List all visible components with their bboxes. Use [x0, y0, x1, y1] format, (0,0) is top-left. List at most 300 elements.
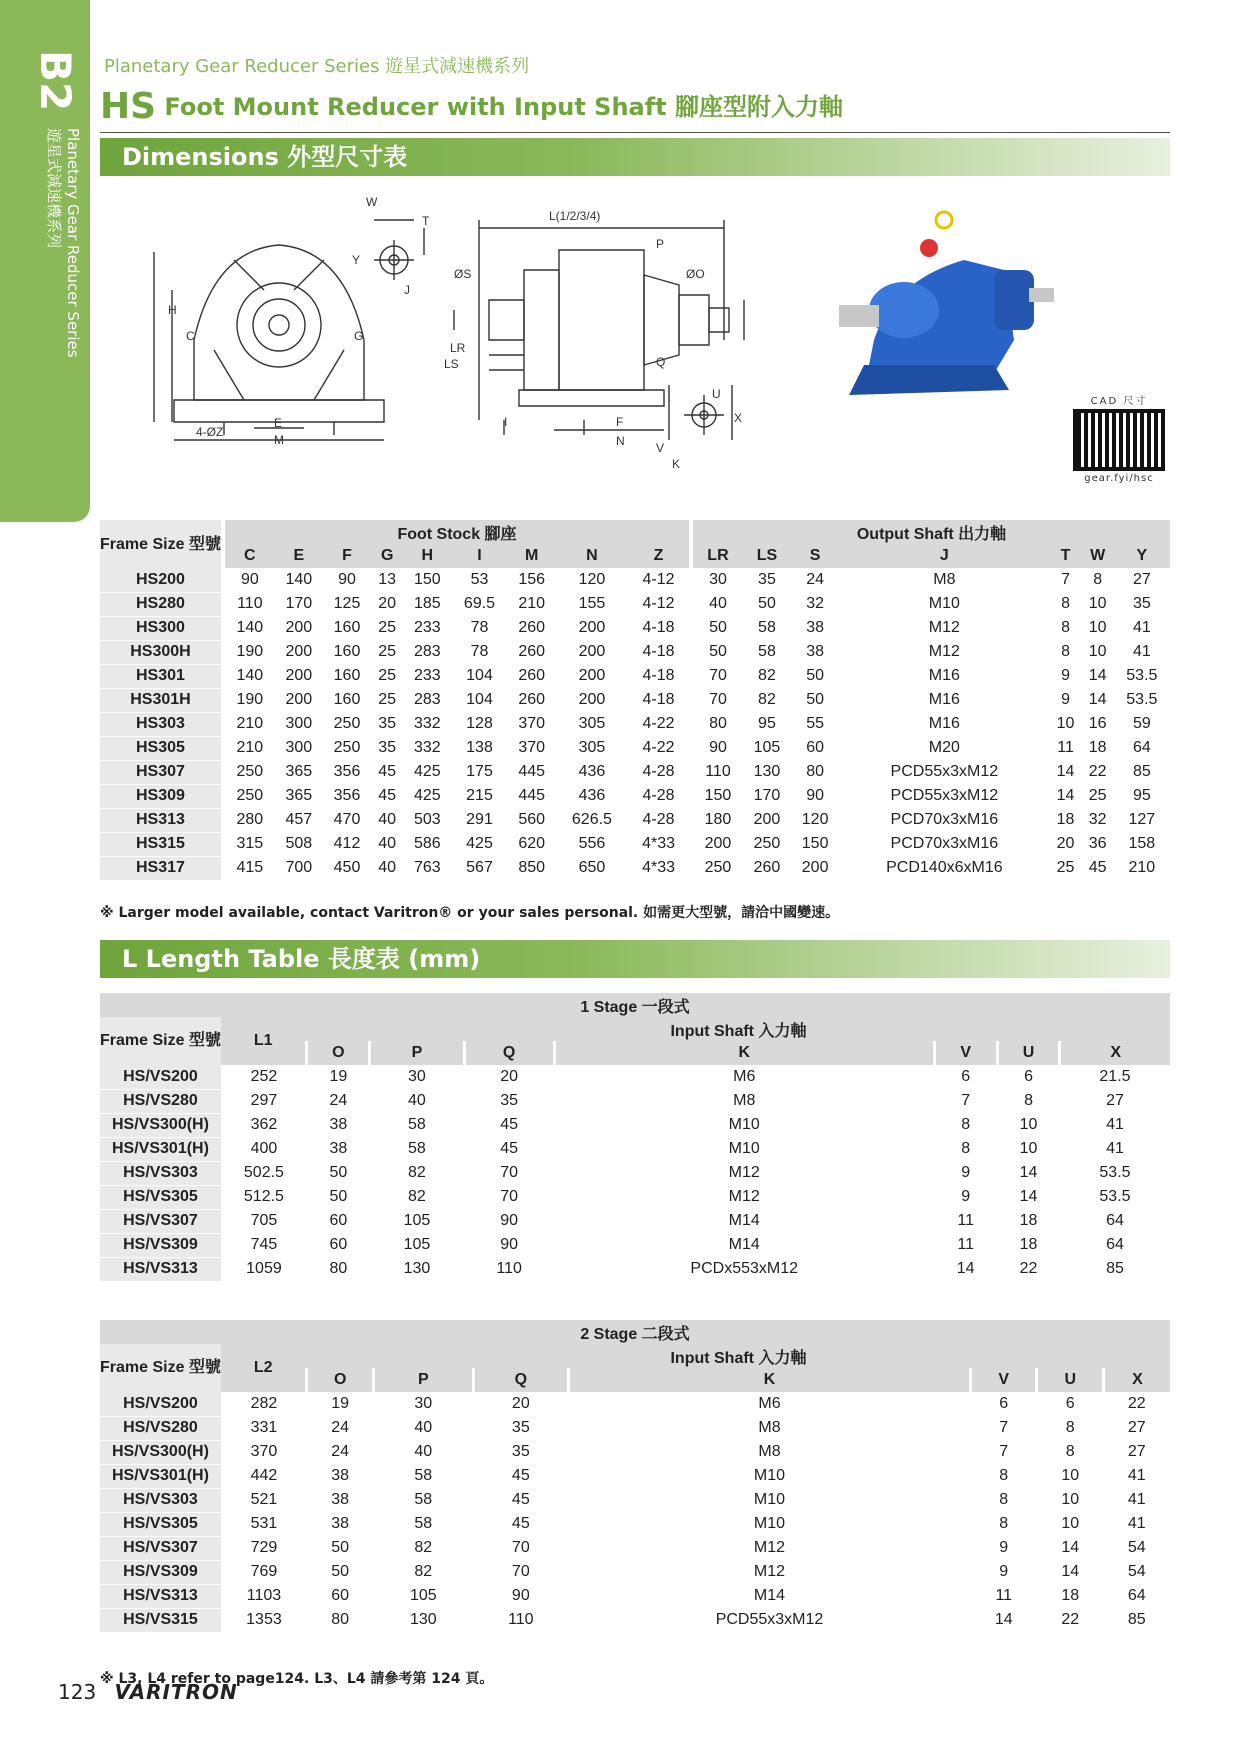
value-cell: 35	[1114, 592, 1170, 616]
value-cell: 521	[221, 1488, 307, 1512]
value-cell: 25	[371, 640, 403, 664]
value-cell: 105	[743, 736, 791, 760]
dim-col-header: S	[809, 547, 821, 564]
value-cell: 58	[743, 616, 791, 640]
value-cell: 25	[371, 616, 403, 640]
table-row	[100, 832, 1170, 856]
qr-label: CAD 尺寸	[1090, 396, 1148, 407]
value-cell: M12	[839, 616, 1049, 640]
table-row	[100, 1137, 1170, 1161]
stage2-col-header: K	[568, 1368, 970, 1392]
value-cell: 175	[451, 760, 507, 784]
value-cell: 11	[934, 1209, 997, 1233]
stage2-table	[100, 1320, 1170, 1633]
value-cell: 4-22	[628, 712, 691, 736]
value-cell: 729	[221, 1536, 307, 1560]
value-cell: 4*33	[628, 856, 691, 880]
dim-col-header: N	[586, 547, 598, 564]
value-cell: 130	[370, 1257, 464, 1281]
value-cell: 19	[307, 1392, 373, 1416]
value-cell: 8	[971, 1512, 1037, 1536]
value-cell: 150	[403, 568, 451, 592]
table-row	[100, 1257, 1170, 1281]
frame-cell: HS300H	[100, 640, 223, 664]
dim-col-header: W	[1090, 547, 1106, 564]
value-cell: 425	[451, 832, 507, 856]
value-cell: 7	[1049, 568, 1081, 592]
frame-cell: HS/VS303	[100, 1488, 221, 1512]
value-cell: 50	[791, 688, 839, 712]
value-cell: 250	[223, 760, 275, 784]
value-cell: 250	[691, 856, 743, 880]
value-cell: 4-18	[628, 640, 691, 664]
value-cell: 50	[743, 592, 791, 616]
value-cell: 1059	[221, 1257, 307, 1281]
value-cell: 20	[464, 1065, 554, 1089]
frame-cell: HS300	[100, 616, 223, 640]
value-cell: 10	[1037, 1464, 1103, 1488]
value-cell: M14	[554, 1233, 934, 1257]
value-cell: 22	[1103, 1392, 1170, 1416]
value-cell: 41	[1103, 1464, 1170, 1488]
value-cell: 260	[508, 616, 556, 640]
side-tab	[0, 0, 90, 522]
value-cell: 85	[1114, 760, 1170, 784]
value-cell: 210	[1114, 856, 1170, 880]
value-cell: 700	[275, 856, 323, 880]
value-cell: 38	[791, 640, 839, 664]
value-cell: 8	[1037, 1416, 1103, 1440]
stage2-col-header: U	[1037, 1368, 1103, 1392]
frame-cell: HS/VS309	[100, 1233, 221, 1257]
value-cell: 58	[370, 1113, 464, 1137]
value-cell: 160	[323, 616, 371, 640]
value-cell: 503	[403, 808, 451, 832]
dim-col-header: H	[421, 547, 434, 564]
value-cell: 25	[371, 664, 403, 688]
value-cell: 40	[371, 832, 403, 856]
value-cell: 82	[743, 664, 791, 688]
value-cell: 40	[371, 808, 403, 832]
value-cell: 64	[1114, 736, 1170, 760]
side-line2: 遊星式減速機系列	[45, 128, 63, 249]
value-cell: 38	[307, 1512, 373, 1536]
value-cell: 4-12	[628, 592, 691, 616]
value-cell: 158	[1114, 832, 1170, 856]
value-cell: 156	[508, 568, 556, 592]
frame-cell: HS/VS305	[100, 1512, 221, 1536]
value-cell: 50	[307, 1161, 370, 1185]
value-cell: 70	[691, 664, 743, 688]
value-cell: M12	[554, 1185, 934, 1209]
frame-cell: HS309	[100, 784, 223, 808]
value-cell: 80	[691, 712, 743, 736]
table-row	[100, 760, 1170, 784]
frame-cell: HS/VS200	[100, 1065, 221, 1089]
dim-col-header: Z	[653, 547, 664, 564]
value-cell: 305	[556, 736, 628, 760]
value-cell: 45	[1082, 856, 1114, 880]
value-cell: 11	[971, 1584, 1037, 1608]
value-cell: 4-28	[628, 760, 691, 784]
table-row	[100, 1089, 1170, 1113]
value-cell: 110	[473, 1608, 568, 1632]
label-x: X	[734, 411, 743, 425]
frame-cell: HS313	[100, 808, 223, 832]
value-cell: 769	[221, 1560, 307, 1584]
stage1-frame-header: Frame Size 型號	[100, 1017, 221, 1065]
value-cell: 200	[275, 664, 323, 688]
value-cell: 70	[464, 1161, 554, 1185]
brand-logo: VARITRON	[114, 1680, 238, 1704]
table-row	[100, 1512, 1170, 1536]
value-cell: 650	[556, 856, 628, 880]
table-row	[100, 1536, 1170, 1560]
value-cell: 14	[1082, 664, 1114, 688]
value-cell: 110	[464, 1257, 554, 1281]
dim-col-header: M	[525, 547, 539, 564]
value-cell: 45	[473, 1488, 568, 1512]
stage2-l2-header: L2	[253, 1359, 273, 1376]
value-cell: 22	[997, 1257, 1060, 1281]
table-row	[100, 688, 1170, 712]
value-cell: 24	[307, 1440, 373, 1464]
value-cell: 54	[1103, 1536, 1170, 1560]
value-cell: 200	[556, 688, 628, 712]
value-cell: 250	[743, 832, 791, 856]
value-cell: 50	[307, 1536, 373, 1560]
page-footer	[58, 1680, 238, 1704]
value-cell: PCD70x3xM16	[839, 832, 1049, 856]
value-cell: 1103	[221, 1584, 307, 1608]
value-cell: 25	[1049, 856, 1081, 880]
value-cell: 104	[451, 688, 507, 712]
value-cell: 105	[370, 1209, 464, 1233]
value-cell: 140	[275, 568, 323, 592]
value-cell: 315	[223, 832, 275, 856]
stage1-col-header: K	[554, 1041, 934, 1065]
length-heading: L Length Table 長度表 (mm)	[100, 940, 1170, 978]
value-cell: 365	[275, 760, 323, 784]
value-cell: 283	[403, 640, 451, 664]
stage2-title: 2 Stage 二段式	[580, 1325, 690, 1343]
value-cell: 64	[1103, 1584, 1170, 1608]
table-row	[100, 1392, 1170, 1416]
value-cell: 64	[1060, 1233, 1170, 1257]
table-row	[100, 1161, 1170, 1185]
value-cell: 40	[370, 1089, 464, 1113]
stage1-col-header: P	[370, 1041, 464, 1065]
value-cell: 370	[221, 1440, 307, 1464]
value-cell: 10	[1082, 640, 1114, 664]
value-cell: 436	[556, 760, 628, 784]
frame-cell: HS/VS280	[100, 1089, 221, 1113]
value-cell: 13	[371, 568, 403, 592]
page-title	[100, 86, 843, 127]
value-cell: 445	[508, 760, 556, 784]
table-row	[100, 808, 1170, 832]
value-cell: 53.5	[1060, 1161, 1170, 1185]
frame-cell: HS/VS301(H)	[100, 1464, 221, 1488]
value-cell: 19	[307, 1065, 370, 1089]
value-cell: 8	[997, 1089, 1060, 1113]
cad-qr-code[interactable]	[1070, 392, 1168, 500]
value-cell: 82	[370, 1161, 464, 1185]
table-row	[100, 736, 1170, 760]
value-cell: 10	[1082, 592, 1114, 616]
value-cell: 210	[223, 712, 275, 736]
value-cell: 38	[307, 1113, 370, 1137]
value-cell: 41	[1060, 1113, 1170, 1137]
table-row	[100, 856, 1170, 880]
value-cell: 36	[1082, 832, 1114, 856]
value-cell: PCD55x3xM12	[568, 1608, 970, 1632]
table-row	[100, 1233, 1170, 1257]
value-cell: M10	[554, 1113, 934, 1137]
value-cell: 508	[275, 832, 323, 856]
value-cell: 14	[1049, 760, 1081, 784]
value-cell: 20	[371, 592, 403, 616]
value-cell: 4-18	[628, 664, 691, 688]
value-cell: 20	[473, 1392, 568, 1416]
stage1-col-header: V	[934, 1041, 997, 1065]
value-cell: 450	[323, 856, 371, 880]
value-cell: 78	[451, 616, 507, 640]
value-cell: 80	[307, 1257, 370, 1281]
frame-cell: HS/VS313	[100, 1257, 221, 1281]
value-cell: M10	[839, 592, 1049, 616]
value-cell: 8	[971, 1464, 1037, 1488]
value-cell: 8	[934, 1137, 997, 1161]
dimensions-note: ※ Larger model available, contact Varitron® or your sales personal. 如需更大型號，請洽中國變速。	[100, 905, 840, 921]
qr-url: gear.fyi/hsc	[1084, 473, 1154, 484]
value-cell: 170	[743, 784, 791, 808]
value-cell: 11	[934, 1233, 997, 1257]
value-cell: 95	[1114, 784, 1170, 808]
series-title: Planetary Gear Reducer Series 遊星式減速機系列	[104, 56, 530, 77]
stage2-note: ※ L3, L4 refer to page124. L3、L4 請參考第 124 頁。	[100, 1671, 494, 1687]
table-row	[100, 1113, 1170, 1137]
value-cell: 35	[371, 712, 403, 736]
value-cell: 50	[691, 616, 743, 640]
value-cell: 24	[307, 1089, 370, 1113]
value-cell: 10	[997, 1113, 1060, 1137]
value-cell: 53	[451, 568, 507, 592]
value-cell: 20	[1049, 832, 1081, 856]
value-cell: 470	[323, 808, 371, 832]
value-cell: 331	[221, 1416, 307, 1440]
table-row	[100, 712, 1170, 736]
value-cell: 160	[323, 640, 371, 664]
value-cell: 200	[275, 616, 323, 640]
frame-cell: HS200	[100, 568, 223, 592]
value-cell: 8	[934, 1113, 997, 1137]
value-cell: 82	[743, 688, 791, 712]
value-cell: 18	[1049, 808, 1081, 832]
value-cell: 6	[997, 1065, 1060, 1089]
table-row	[100, 1464, 1170, 1488]
value-cell: 400	[221, 1137, 307, 1161]
dim-col-header: I	[477, 547, 482, 564]
value-cell: 40	[691, 592, 743, 616]
value-cell: 200	[556, 616, 628, 640]
value-cell: 90	[473, 1584, 568, 1608]
table-row	[100, 1608, 1170, 1632]
dim-col-header: T	[1060, 547, 1071, 564]
value-cell: 127	[1114, 808, 1170, 832]
value-cell: PCD70x3xM16	[839, 808, 1049, 832]
value-cell: 64	[1060, 1209, 1170, 1233]
value-cell: 445	[508, 784, 556, 808]
value-cell: 110	[223, 592, 275, 616]
value-cell: 14	[1037, 1560, 1103, 1584]
dim-col-header: J	[939, 547, 949, 564]
table-row	[100, 1560, 1170, 1584]
value-cell: 82	[373, 1560, 473, 1584]
value-cell: 10	[1037, 1488, 1103, 1512]
value-cell: 160	[323, 664, 371, 688]
value-cell: 370	[508, 712, 556, 736]
stage1-table	[100, 993, 1170, 1282]
value-cell: 283	[403, 688, 451, 712]
value-cell: 35	[371, 736, 403, 760]
value-cell: 18	[1037, 1584, 1103, 1608]
stage2-col-header: V	[971, 1368, 1037, 1392]
value-cell: 38	[307, 1464, 373, 1488]
stage2-col-header: P	[373, 1368, 473, 1392]
label-c: C	[186, 329, 195, 343]
frame-cell: HS305	[100, 736, 223, 760]
value-cell: 190	[223, 640, 275, 664]
label-z: 4-ØZ	[196, 425, 224, 439]
value-cell: 250	[323, 736, 371, 760]
value-cell: 8	[1049, 640, 1081, 664]
value-cell: 415	[223, 856, 275, 880]
table-row	[100, 1440, 1170, 1464]
dim-col-header: LR	[691, 544, 743, 568]
value-cell: 90	[323, 568, 371, 592]
value-cell: 105	[370, 1233, 464, 1257]
label-l: L(1/2/3/4)	[549, 209, 601, 223]
value-cell: M12	[568, 1536, 970, 1560]
value-cell: 745	[221, 1233, 307, 1257]
value-cell: 104	[451, 664, 507, 688]
value-cell: 502.5	[221, 1161, 307, 1185]
value-cell: 120	[791, 808, 839, 832]
value-cell: 9	[971, 1536, 1037, 1560]
value-cell: 150	[791, 832, 839, 856]
value-cell: 45	[371, 760, 403, 784]
value-cell: 140	[223, 616, 275, 640]
model-code: HS	[100, 86, 157, 127]
value-cell: 250	[323, 712, 371, 736]
value-cell: 53.5	[1114, 664, 1170, 688]
stage2-col-header: X	[1103, 1368, 1170, 1392]
dim-col-header: F	[342, 547, 352, 564]
value-cell: 80	[307, 1608, 373, 1632]
value-cell: 8	[1082, 568, 1114, 592]
frame-cell: HS315	[100, 832, 223, 856]
value-cell: 58	[373, 1512, 473, 1536]
value-cell: 412	[323, 832, 371, 856]
title-rule	[100, 132, 1170, 133]
value-cell: 4-22	[628, 736, 691, 760]
value-cell: 300	[275, 736, 323, 760]
value-cell: 40	[373, 1440, 473, 1464]
value-cell: 25	[1082, 784, 1114, 808]
label-h: H	[168, 303, 177, 317]
frame-cell: HS/VS315	[100, 1608, 221, 1632]
value-cell: 9	[934, 1161, 997, 1185]
value-cell: 50	[691, 640, 743, 664]
table-row	[100, 568, 1170, 592]
dim-col-header: E	[293, 547, 305, 564]
value-cell: 14	[1037, 1536, 1103, 1560]
value-cell: 200	[556, 640, 628, 664]
value-cell: 32	[1082, 808, 1114, 832]
value-cell: M10	[568, 1488, 970, 1512]
value-cell: 60	[791, 736, 839, 760]
value-cell: PCDx553xM12	[554, 1257, 934, 1281]
product-photo	[839, 212, 1054, 395]
value-cell: 128	[451, 712, 507, 736]
value-cell: 425	[403, 760, 451, 784]
value-cell: 138	[451, 736, 507, 760]
value-cell: 45	[464, 1113, 554, 1137]
value-cell: 233	[403, 664, 451, 688]
value-cell: 27	[1114, 568, 1170, 592]
value-cell: 58	[373, 1464, 473, 1488]
stage1-col-header: Q	[464, 1041, 554, 1065]
value-cell: 370	[508, 736, 556, 760]
value-cell: 6	[934, 1065, 997, 1089]
value-cell: M8	[839, 568, 1049, 592]
stage1-col-header: O	[307, 1041, 370, 1065]
value-cell: 60	[307, 1209, 370, 1233]
value-cell: 586	[403, 832, 451, 856]
frame-cell: HS/VS303	[100, 1161, 221, 1185]
value-cell: 16	[1082, 712, 1114, 736]
frame-cell: HS/VS300(H)	[100, 1113, 221, 1137]
value-cell: M8	[554, 1089, 934, 1113]
value-cell: 200	[556, 664, 628, 688]
value-cell: 705	[221, 1209, 307, 1233]
frame-cell: HS/VS305	[100, 1185, 221, 1209]
value-cell: M10	[568, 1464, 970, 1488]
value-cell: 356	[323, 784, 371, 808]
value-cell: 14	[997, 1185, 1060, 1209]
value-cell: 35	[473, 1440, 568, 1464]
table-row	[100, 592, 1170, 616]
value-cell: 25	[371, 688, 403, 712]
value-cell: 365	[275, 784, 323, 808]
value-cell: M16	[839, 664, 1049, 688]
value-cell: 53.5	[1060, 1185, 1170, 1209]
value-cell: 110	[691, 760, 743, 784]
value-cell: 260	[743, 856, 791, 880]
value-cell: M6	[568, 1392, 970, 1416]
value-cell: 24	[791, 568, 839, 592]
qr-icon	[1073, 409, 1165, 471]
value-cell: 332	[403, 712, 451, 736]
stage1-input-header: Input Shaft 入力軸	[670, 1022, 807, 1040]
frame-cell: HS/VS280	[100, 1416, 221, 1440]
value-cell: 41	[1060, 1137, 1170, 1161]
value-cell: 45	[371, 784, 403, 808]
label-f: F	[616, 415, 624, 429]
value-cell: 130	[743, 760, 791, 784]
value-cell: 190	[223, 688, 275, 712]
